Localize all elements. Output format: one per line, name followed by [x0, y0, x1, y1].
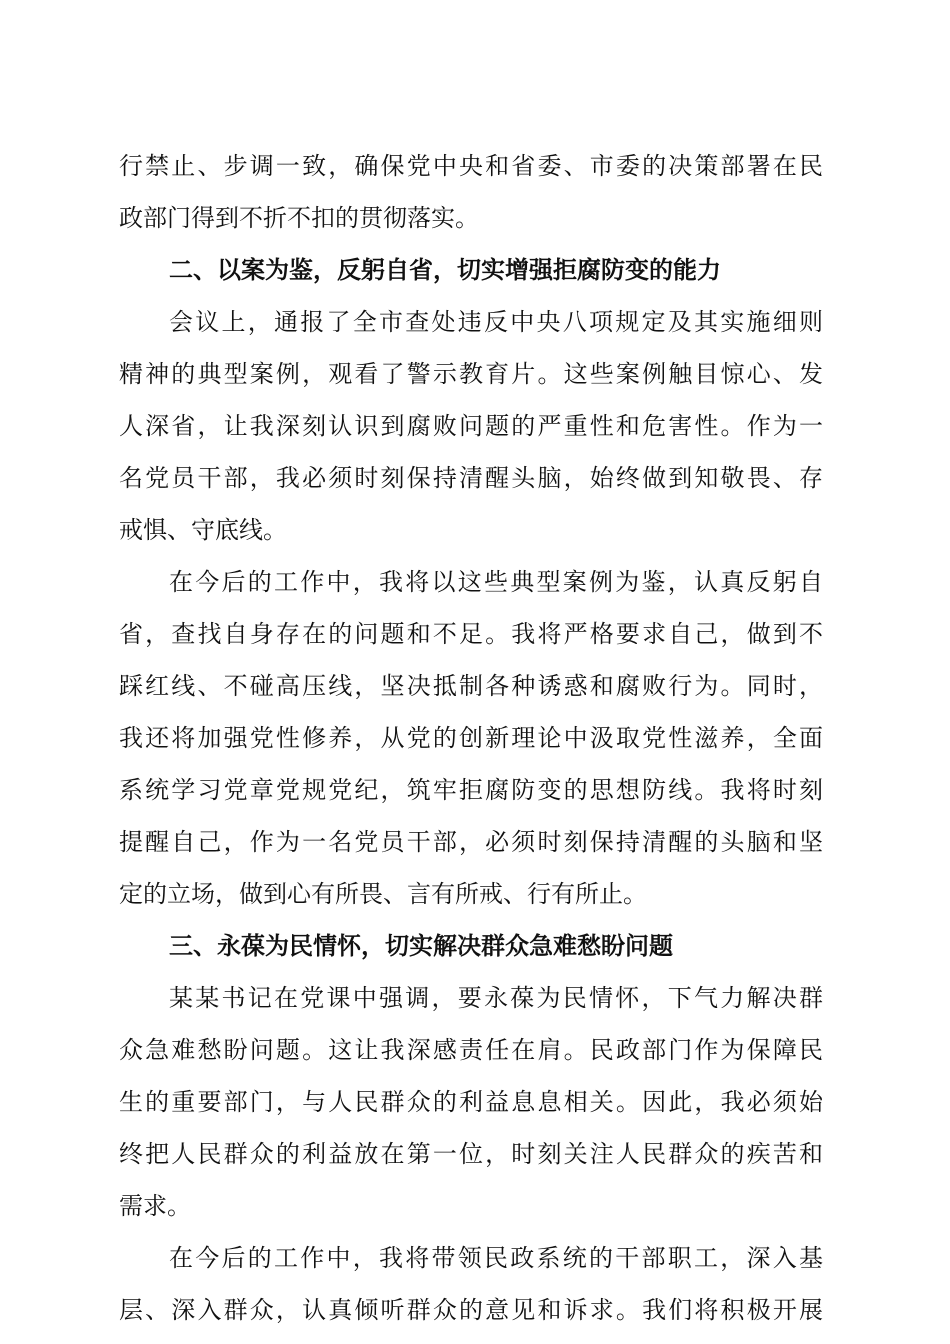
text-line: 踩红线、不碰高压线，坚决抵制各种诱惑和腐败行为。同时， — [119, 672, 823, 700]
text-line: 在今后的工作中，我将以这些典型案例为鉴，认真反躬自 — [169, 568, 823, 596]
section-heading-2: 二、以案为鉴，反躬自省，切实增强拒腐防变的能力 — [169, 256, 721, 284]
section-heading-3: 三、永葆为民情怀，切实解决群众急难愁盼问题 — [169, 932, 673, 960]
text-line: 精神的典型案例，观看了警示教育片。这些案例触目惊心、发 — [119, 360, 823, 388]
text-line: 我还将加强党性修养，从党的创新理论中汲取党性滋养，全面 — [119, 724, 823, 752]
text-line: 提醒自己，作为一名党员干部，必须时刻保持清醒的头脑和坚 — [119, 828, 823, 856]
text-line: 定的立场，做到心有所畏、言有所戒、行有所止。 — [119, 880, 647, 908]
document-page — [119, 140, 823, 1336]
text-line: 政部门得到不折不扣的贯彻落实。 — [119, 204, 479, 232]
text-line: 名党员干部，我必须时刻保持清醒头脑，始终做到知敬畏、存 — [119, 464, 823, 492]
text-line: 人深省，让我深刻认识到腐败问题的严重性和危害性。作为一 — [119, 412, 823, 440]
text-line: 某某书记在党课中强调，要永葆为民情怀，下气力解决群 — [169, 984, 823, 1012]
text-line: 需求。 — [119, 1192, 191, 1220]
text-line: 众急难愁盼问题。这让我深感责任在肩。民政部门作为保障民 — [119, 1036, 823, 1064]
text-line: 层、深入群众，认真倾听群众的意见和诉求。我们将积极开展 — [119, 1296, 823, 1324]
text-line: 行禁止、步调一致，确保党中央和省委、市委的决策部署在民 — [119, 152, 823, 180]
text-line: 在今后的工作中，我将带领民政系统的干部职工，深入基 — [169, 1244, 823, 1272]
text-line: 系统学习党章党规党纪，筑牢拒腐防变的思想防线。我将时刻 — [119, 776, 823, 804]
text-line: 戒惧、守底线。 — [119, 516, 287, 544]
text-line: 终把人民群众的利益放在第一位，时刻关注人民群众的疾苦和 — [119, 1140, 823, 1168]
text-line: 会议上，通报了全市查处违反中央八项规定及其实施细则 — [169, 308, 823, 336]
text-line: 省，查找自身存在的问题和不足。我将严格要求自己，做到不 — [119, 620, 823, 648]
text-line: 生的重要部门，与人民群众的利益息息相关。因此，我必须始 — [119, 1088, 823, 1116]
